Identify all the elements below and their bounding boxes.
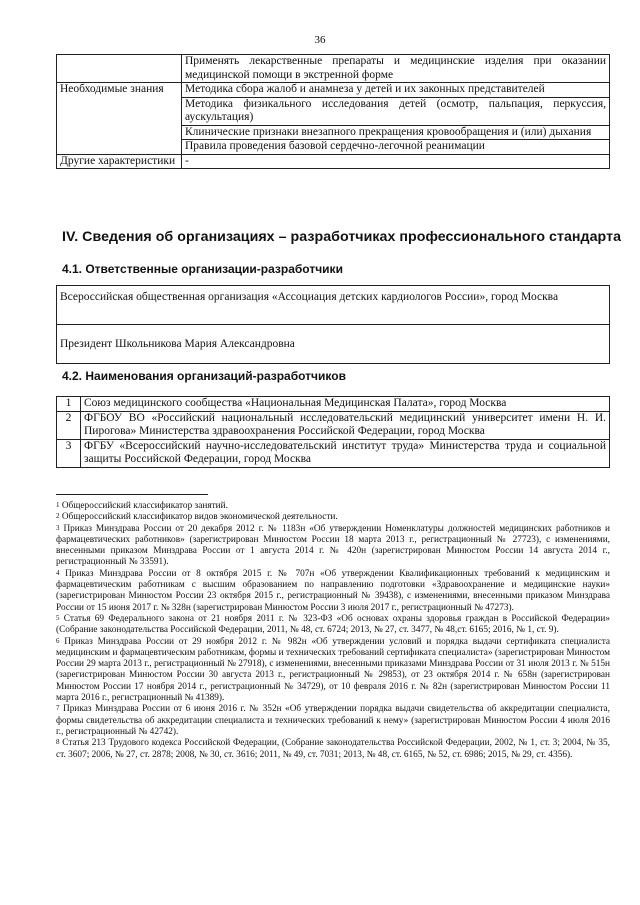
footnote — [56, 614, 610, 637]
row-number: 3 — [57, 439, 81, 467]
footnotes — [56, 501, 610, 761]
empty-label-cell — [57, 55, 182, 83]
knowledge-item: Правила проведения базовой сердечно-легочной реанимации — [182, 140, 610, 155]
knowledge-label-cell: Необходимые знания — [57, 83, 182, 155]
org-name: ФГБОУ ВО «Российский национальный исследовательский медицинский университет имени Н. И. Пирогова» Министерства здравоохранения Российской Федерации, город Москва — [81, 411, 610, 439]
org-name: Союз медицинского сообщества «Национальная Медицинская Палата», город Москва — [81, 397, 610, 412]
org-name: ФГБУ «Всероссийский научно-исследовательский институт труда» Министерства труда и социальной защиты Российской Федерации, город Москва — [81, 439, 610, 467]
table-row — [57, 55, 610, 83]
footnote-number: 3 — [56, 523, 60, 532]
footnote-text: Статья 213 Трудового кодекса Российской Федерации, (Собрание законодательства Российской Федерации, 2002, № 1, ст. 3; 2004, № 35, ст. 3607; 2006, № 27, ст. 2878; 2008, № 30, ст. 3616; 2011, № 49, ст. 7031; 2013, № 48, ст. 6165, № 52, ст. 6986; 2015, № 29, ст. 4356). — [56, 738, 611, 760]
footnote — [56, 738, 610, 761]
footnote — [56, 512, 610, 523]
other-label-cell: Другие характеристики — [57, 154, 182, 169]
developer-org-table — [56, 396, 610, 468]
footnote-text: Приказ Минздрава России от 6 июня 2016 г. № 352н «Об утверждении порядка выдачи свидетельства об аккредитации специалиста, формы свидетельства об аккредитации специалиста и технических требований к нему» (зарегистрирован Минюстом России 4 июля 2016 г., регистрационный № 42742). — [56, 704, 611, 737]
footnote-text: Общероссийский классификатор занятий. — [61, 501, 228, 511]
footnote-number: 5 — [56, 613, 60, 622]
footnote-number: 6 — [56, 636, 60, 645]
organization-cell: Всероссийская общественная организация «Ассоциация детских кардиологов России», город Москва — [57, 286, 610, 325]
page-number: 36 — [314, 34, 326, 46]
footnote-text: Статья 69 Федерального закона от 21 ноября 2011 г. № 323-ФЗ «Об основах охраны здоровья граждан в Российской Федерации» (Собрание законодательства Российской Федерации, 2011, № 48, ст. 6724; 2013, № 27, ст. 3477, № 48,ст. 6165; 2016, № 1, ст. 9). — [56, 613, 610, 636]
other-value-cell: - — [182, 154, 610, 169]
table-row — [57, 397, 610, 412]
subsection-title-41: 4.1. Ответственные организации-разработчики — [62, 262, 343, 276]
footnote-text: Приказ Минздрава России от 29 ноября 2012 г. № 982н «Об утверждении условий и порядка выдачи сертификата специалиста медицинским и фармацевтическим работникам, формы и технических требований сертификата специалиста» (зарегистрирован Минюстом России 29 марта 2013 г., регистрационный № 27918), с изменениями, внесенными приказами Минздрава России от 31 июля 2013 г. № 515н (зарегистрирован Минюстом России 30 августа 2013 г., регистрационный № 29853), от 23 октября 2014 г. № 658н (зарегистрирован Минюстом России 17 ноября 2014 г., регистрационный № 34729), от 10 февраля 2016 г. № 82н (зарегистрирован Минюстом России 11 марта 2016 г., регистрационный № 41389). — [56, 636, 610, 704]
footnote-number: 4 — [56, 568, 60, 577]
table-row — [57, 286, 610, 325]
footnote-number: 2 — [56, 512, 60, 521]
footnote — [56, 704, 610, 738]
skill-cell: Применять лекарственные препараты и медицинские изделия при оказании медицинской помощи в экстренной форме — [182, 55, 610, 83]
knowledge-item: Методика физикального исследования детей (осмотр, пальпация, перкуссия, аускультация) — [182, 97, 610, 125]
subsection-title-42: 4.2. Наименования организаций-разработчиков — [62, 369, 346, 383]
knowledge-item: Методика сбора жалоб и анамнеза у детей и их законных представителей — [182, 83, 610, 98]
table-row — [57, 411, 610, 439]
footnote — [56, 637, 610, 705]
footnote-divider — [56, 494, 208, 495]
table-row — [57, 439, 610, 467]
row-number: 1 — [57, 397, 81, 412]
footnote-text: Общероссийский классификатор видов экономической деятельности. — [61, 512, 338, 523]
knowledge-table — [56, 54, 610, 169]
table-row — [57, 154, 610, 169]
footnote-text: Приказ Минздрава России от 8 октября 2015 г. № 707н «Об утверждении Квалификационных требований к медицинским и фармацевтическим работникам с высшим образованием по направлению подготовки «Здравоохранение и медицинские науки» (зарегистрирован Минюстом России 23 октября 2015 г., регистрационный № 39438), с изменениями, внесенными приказом Минздрава России от 15 июня 2017 г. № 328н (зарегистрирован Минюстом России 3 июля 2017 г., регистрационный № 47273). — [56, 568, 611, 613]
footnote — [56, 501, 610, 512]
knowledge-item: Клинические признаки внезапного прекращения кровообращения и (или) дыхания — [182, 125, 610, 140]
footnote — [56, 569, 610, 614]
responsible-org-table — [56, 285, 610, 364]
table-row — [57, 83, 610, 98]
footnote-number: 8 — [56, 738, 60, 747]
table-row — [57, 325, 610, 364]
footnote-number: 7 — [56, 704, 60, 713]
footnote — [56, 524, 610, 569]
head-cell: Президент Школьникова Мария Александровна — [57, 325, 610, 364]
section-title: IV. Сведения об организациях – разработчиках профессионального стандарта — [62, 229, 622, 245]
footnote-text: Приказ Минздрава России от 20 декабря 2012 г. № 1183н «Об утверждении Номенклатуры должностей медицинских работников и фармацевтических работников» (зарегистрирован Минюстом России 18 марта 2013 г., регистрационный № 27723), с изменениями, внесенными приказом Минздрава России от 1 августа 2014 г. № 420н (зарегистрирован Минюстом России 14 августа 2014 г., регистрационный № 33591). — [56, 523, 610, 568]
row-number: 2 — [57, 411, 81, 439]
footnote-number: 1 — [56, 501, 60, 509]
